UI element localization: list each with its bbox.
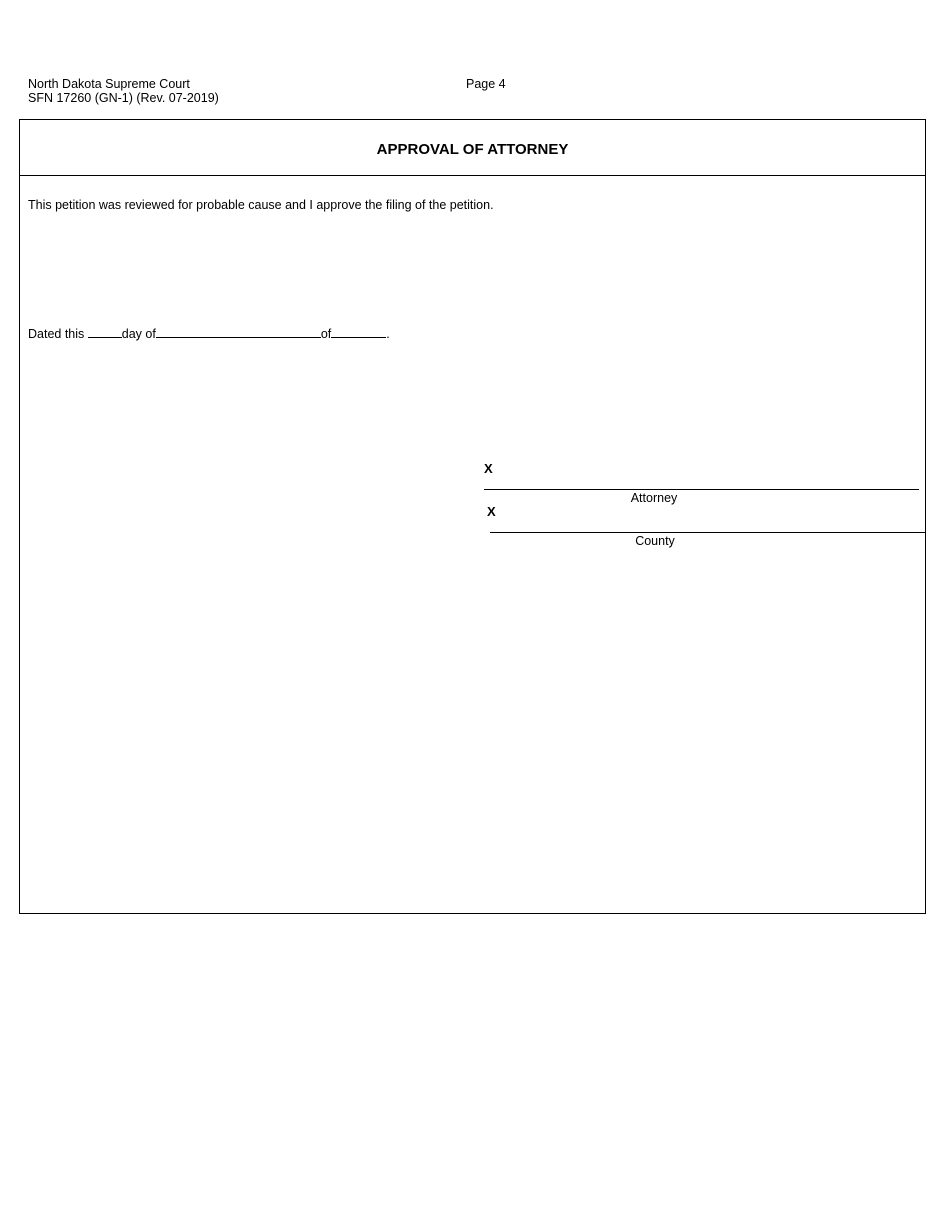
court-name: North Dakota Supreme Court [28, 77, 190, 91]
form-id: SFN 17260 (GN-1) (Rev. 07-2019) [28, 91, 219, 105]
section-title: APPROVAL OF ATTORNEY [376, 141, 569, 158]
day-blank[interactable] [88, 326, 122, 338]
county-label: County [635, 534, 675, 548]
page-number: Page 4 [466, 77, 506, 91]
approval-section [19, 119, 926, 914]
dated-prefix: Dated this [28, 327, 85, 341]
attorney-signature-line[interactable] [484, 489, 919, 490]
day-of-label: day of [121, 327, 156, 341]
county-signature-line[interactable] [490, 532, 925, 533]
attorney-sign-mark: X [484, 461, 493, 476]
month-blank[interactable] [156, 326, 321, 338]
approval-statement: This petition was reviewed for probable cause and I approve the filing of the petition. [28, 198, 494, 212]
title-row [20, 120, 925, 176]
county-sign-mark: X [487, 504, 496, 519]
dated-line [28, 326, 390, 341]
year-blank[interactable] [331, 326, 386, 338]
attorney-label: Attorney [630, 491, 678, 505]
dated-end: . [386, 327, 390, 341]
of-label: of [320, 327, 332, 341]
